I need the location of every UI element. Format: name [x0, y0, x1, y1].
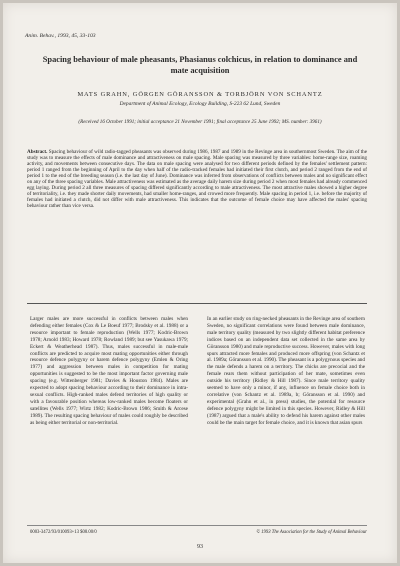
author-list: MATS GRAHN, GÖRGEN GÖRANSSON & TORBJÖRN VON SCHANTZ: [77, 91, 323, 98]
page-number: 93: [197, 544, 203, 550]
body-column-left: Larger males are more successful in conflicts between males when defending either females (Cox & Le Boeuf 1977; Brodsky et al. 1988) or a resource important to female reproduction (Wells 1977; Kodric-Brown 1978; Arnold 1983; Howard 1978; Rowland 1989; but see Yasukawa 1979; Eckert & Weatherhead 1987). Thus, males successful in male-male conflicts are predicted to acquire most mating opportunities either through resource defence polygyny or harem defence polygyny (Emlen & Oring 1977) and aggression between males in competition for mating opportunities is suggested to be the most important factor governing male spacing (e.g. Wittenberger 1981; Davies & Houston 1984). Males are expected to adopt spacing behaviour according to their dominance in intra-sexual conflicts. High-ranked males defend territories of high quality or with a favourable position whereas low-ranked males become floaters or satellites (Wells 1977; Wirtz 1982; Kodric-Brown 1986; Smith & Arcese 1989). The resulting spacing behaviour of males could roughly be described as being either territorial or non-territorial.: [30, 316, 188, 426]
received-dates: (Received 16 October 1991; initial acceptance 21 November 1991; final acceptance 25 June 1992; MS. number: 3961): [78, 119, 322, 125]
affiliation: Department of Animal Ecology, Ecology Building, S-223 62 Lund, Sweden: [119, 101, 281, 107]
issn-code: 0003-3472/93/010093+13 $08.00/0: [30, 530, 97, 535]
article-title: Spacing behaviour of male pheasants, Phasianus colchicus, in relation to dominance and mate acquisition: [42, 55, 358, 75]
abstract: [27, 149, 367, 209]
section-divider: [27, 303, 367, 304]
abstract-label: Abstract.: [27, 149, 48, 155]
copyright-notice: © 1993 The Association for the Study of Animal Behaviour: [256, 530, 367, 535]
abstract-text: Spacing behaviour of wild radio-tagged pheasants was observed during 1986, 1987 and 1989 in the Revinge area in southernmost Sweden. The aim of the study was to measure the effects of male dominance and attractiveness on male spacing. Male spacing was measured by three variables: home-range size, roaming activity, and movements between consecutive days. The data on male spacing were analysed for two different periods defined by the females' settlement pattern: period 1 ranged from the beginning of April to the day when half of the radio-tracked females had initiated their first clutch, and period 2 ranged from the end of period 1 to the end of the breeding season (i.e. the last day of June). Dominance was inferred from observations of conflicts between males and no significant effect on any of the three spacing variables. Male attractiveness was estimated as the average daily harem size during period 2 when most females had already commenced egg laying. During period 2 all three measures of spacing differed significantly according to male attractiveness. The most attractive males showed a higher degree of territoriality, i.e. they made shorter daily movements, had smaller home-ranges, and crowed more frequently. Male spacing in period 1, i.e. before the majority of females had initiated a clutch, did not differ with male attractiveness. This indicates that the outcome of female choice may have affected the males' spacing behaviour rather than vice versa.: [27, 149, 367, 210]
journal-reference: Anim. Behav., 1993, 45, 33-103: [25, 33, 96, 39]
body-column-right: In an earlier study on ring-necked pheasants in the Revinge area of southern Sweden, no significant correlations were found between male dominance, male territory quality (measured by two slightly different habitat preference indices based on an independent data set collected in the same area by Göransson 1980) and male reproductive success. However, males with long spurs attracted more females and produced more offspring (von Schantz et al. 1989a; Göransson et al. 1990). The pheasant is a polygynous species and the male defends a harem on a territory. The chicks are precocial and the female rears them without participation of her mate, sometimes even outside his territory (Ridley & Hill 1987). Since male territory quality seemed to have only a minor, if any, influence on female choice both in correlative (von Schantz et al. 1989a, b; Göransson et al. 1990) and experimental (Grahn et al., in press) studies, the potential for resource defence polygyny might be limited in this species. However, Ridley & Hill (1987) argued that a male's ability to defend his harem against other males could be the main target for female choice, and it is known that asian spurs: [207, 316, 365, 426]
footer-divider: [27, 525, 367, 526]
paper-page: [3, 3, 397, 563]
